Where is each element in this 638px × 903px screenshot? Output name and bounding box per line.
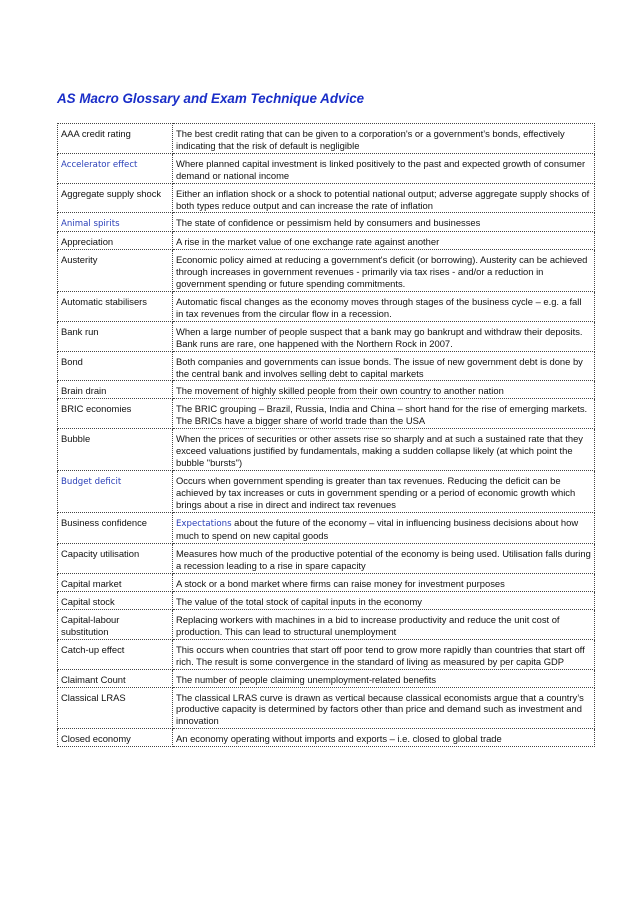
table-row bbox=[58, 291, 595, 321]
table-row bbox=[58, 232, 595, 250]
glossary-term-cell bbox=[58, 153, 173, 183]
glossary-table bbox=[57, 123, 595, 747]
glossary-term-link[interactable]: Animal spirits bbox=[61, 219, 120, 230]
glossary-term-link[interactable]: Accelerator effect bbox=[61, 159, 138, 170]
table-row bbox=[58, 124, 595, 154]
glossary-definition: This occurs when countries that start off poor tend to grow more rapidly than countries that start off rich. The result is some convergence in the standard of living as measured by per capita GDP bbox=[173, 639, 595, 669]
glossary-term: Capital stock bbox=[58, 592, 173, 610]
table-row bbox=[58, 669, 595, 687]
glossary-definition: When the prices of securities or other assets rise so sharply and at such a sustained rate that they exceed valuations justified by fundamentals, making a sudden collapse likely (at which point the bubble "bursts") bbox=[173, 429, 595, 471]
glossary-term-cell bbox=[58, 213, 173, 232]
glossary-term: BRIC economies bbox=[58, 399, 173, 429]
glossary-definition: The number of people claiming unemployment-related benefits bbox=[173, 669, 595, 687]
glossary-term: AAA credit rating bbox=[58, 124, 173, 154]
glossary-term: Bond bbox=[58, 351, 173, 381]
table-row bbox=[58, 399, 595, 429]
table-row bbox=[58, 213, 595, 232]
glossary-definition: The state of confidence or pessimism held by consumers and businesses bbox=[173, 213, 595, 232]
table-row bbox=[58, 512, 595, 544]
glossary-definition: Economic policy aimed at reducing a government's deficit (or borrowing). Austerity can be achieved through increases in government revenues - primarily via tax rises - and/or a reduction in government spending or future spending commitments. bbox=[173, 250, 595, 292]
glossary-definition: Either an inflation shock or a shock to potential national output; adverse aggregate supply shocks of both types reduce output and can increase the rate of inflation bbox=[173, 183, 595, 213]
glossary-definition: The classical LRAS curve is drawn as vertical because classical economists argue that a country’s productive capacity is determined by factors other than price and demand such as investment and innovation bbox=[173, 687, 595, 729]
glossary-term-link[interactable]: Budget deficit bbox=[61, 476, 122, 487]
glossary-term: Business confidence bbox=[58, 512, 173, 544]
glossary-definition: Both companies and governments can issue bonds. The issue of new government debt is done by the central bank and involves selling debt to capital markets bbox=[173, 351, 595, 381]
glossary-term: Closed economy bbox=[58, 729, 173, 747]
glossary-term: Capital market bbox=[58, 574, 173, 592]
glossary-term: Bank run bbox=[58, 321, 173, 351]
glossary-definition: Occurs when government spending is greater than tax revenues. Reducing the deficit can be achieved by tax increases or cuts in government spending or a period of economic growth which brings about a rise in direct and indirect tax revenues bbox=[173, 470, 595, 512]
table-row bbox=[58, 250, 595, 292]
table-row bbox=[58, 153, 595, 183]
glossary-definition-cell bbox=[173, 512, 595, 544]
glossary-definition: The best credit rating that can be given to a corporation's or a government’s bonds, effectively indicating that the risk of default is negligible bbox=[173, 124, 595, 154]
table-row bbox=[58, 574, 595, 592]
glossary-definition: An economy operating without imports and exports – i.e. closed to global trade bbox=[173, 729, 595, 747]
glossary-definition: about the future of the economy – vital in influencing business decisions about how much to spend on new capital goods bbox=[176, 516, 579, 542]
glossary-definition: Measures how much of the productive potential of the economy is being used. Utilisation falls during a recession leading to a rise in spare capacity bbox=[173, 544, 595, 574]
glossary-term: Aggregate supply shock bbox=[58, 183, 173, 213]
glossary-term: Appreciation bbox=[58, 232, 173, 250]
glossary-term: Capacity utilisation bbox=[58, 544, 173, 574]
glossary-definition: When a large number of people suspect that a bank may go bankrupt and withdraw their deposits. Bank runs are rare, one happened with the Northern Rock in 2007. bbox=[173, 321, 595, 351]
table-row bbox=[58, 351, 595, 381]
glossary-definition: A stock or a bond market where firms can raise money for investment purposes bbox=[173, 574, 595, 592]
glossary-term: Bubble bbox=[58, 429, 173, 471]
glossary-term: Austerity bbox=[58, 250, 173, 292]
table-row bbox=[58, 639, 595, 669]
table-row bbox=[58, 544, 595, 574]
table-row bbox=[58, 729, 595, 747]
glossary-definition: A rise in the market value of one exchange rate against another bbox=[173, 232, 595, 250]
glossary-term: Automatic stabilisers bbox=[58, 291, 173, 321]
table-row bbox=[58, 183, 595, 213]
table-row bbox=[58, 381, 595, 399]
table-row bbox=[58, 470, 595, 512]
glossary-term: Claimant Count bbox=[58, 669, 173, 687]
glossary-term: Brain drain bbox=[58, 381, 173, 399]
glossary-definition: The movement of highly skilled people from their own country to another nation bbox=[173, 381, 595, 399]
glossary-definition: Replacing workers with machines in a bid to increase productivity and reduce the unit cost of production. This can lead to structural unemployment bbox=[173, 610, 595, 640]
expectations-link[interactable]: Expectations bbox=[176, 518, 232, 529]
glossary-term: Classical LRAS bbox=[58, 687, 173, 729]
table-row bbox=[58, 592, 595, 610]
page-title: AS Macro Glossary and Exam Technique Advice bbox=[57, 91, 365, 106]
glossary-definition: The BRIC grouping – Brazil, Russia, India and China – short hand for the rise of emerging markets. The BRICs have a bigger share of world trade than the USA bbox=[173, 399, 595, 429]
glossary-definition: Automatic fiscal changes as the economy moves through stages of the business cycle – e.g. a fall in tax revenues from the circular flow in a recession. bbox=[173, 291, 595, 321]
table-row bbox=[58, 429, 595, 471]
table-row bbox=[58, 687, 595, 729]
glossary-term-cell bbox=[58, 470, 173, 512]
glossary-term: Catch-up effect bbox=[58, 639, 173, 669]
glossary-definition: Where planned capital investment is linked positively to the past and expected growth of consumer demand or national income bbox=[173, 153, 595, 183]
glossary-definition: The value of the total stock of capital inputs in the economy bbox=[173, 592, 595, 610]
glossary-term: Capital-labour substitution bbox=[58, 610, 173, 640]
table-row bbox=[58, 321, 595, 351]
table-row bbox=[58, 610, 595, 640]
